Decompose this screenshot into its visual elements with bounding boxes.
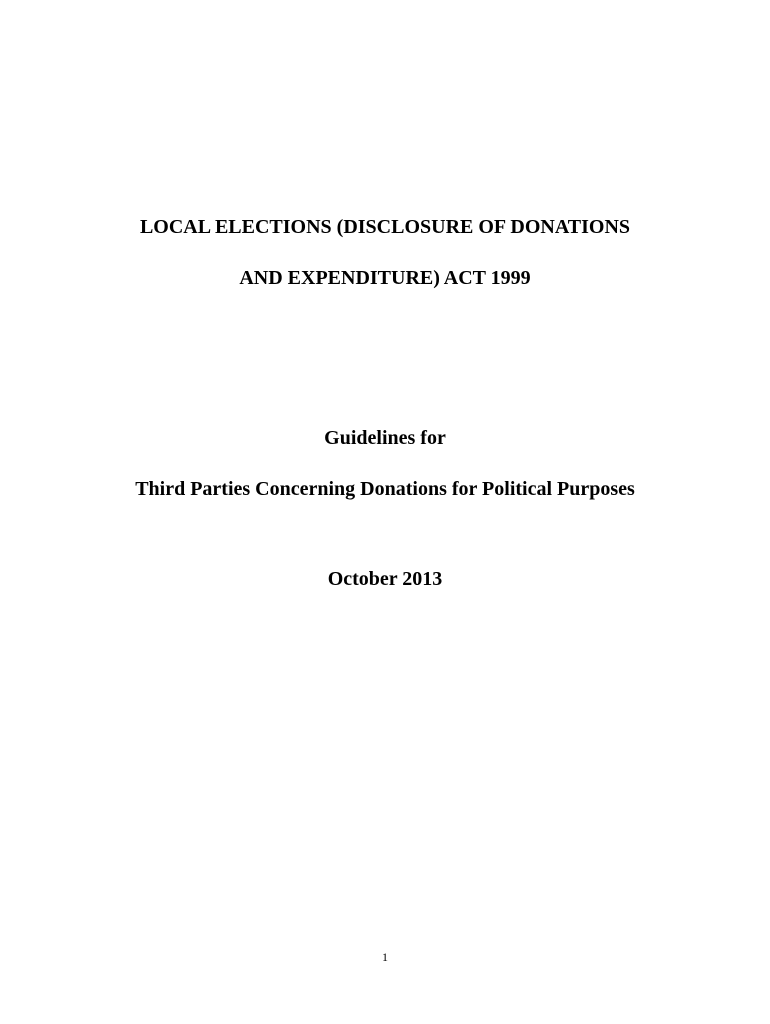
guidelines-heading-line-2: Third Parties Concerning Donations for Political Purposes [135,478,635,500]
guidelines-heading-line-1: Guidelines for [324,427,446,449]
act-title-line-2: AND EXPENDITURE) ACT 1999 [239,267,531,289]
publication-date: October 2013 [327,568,443,590]
page-number: 1 [382,950,388,964]
act-title-line-1: LOCAL ELECTIONS (DISCLOSURE OF DONATIONS [139,216,631,238]
